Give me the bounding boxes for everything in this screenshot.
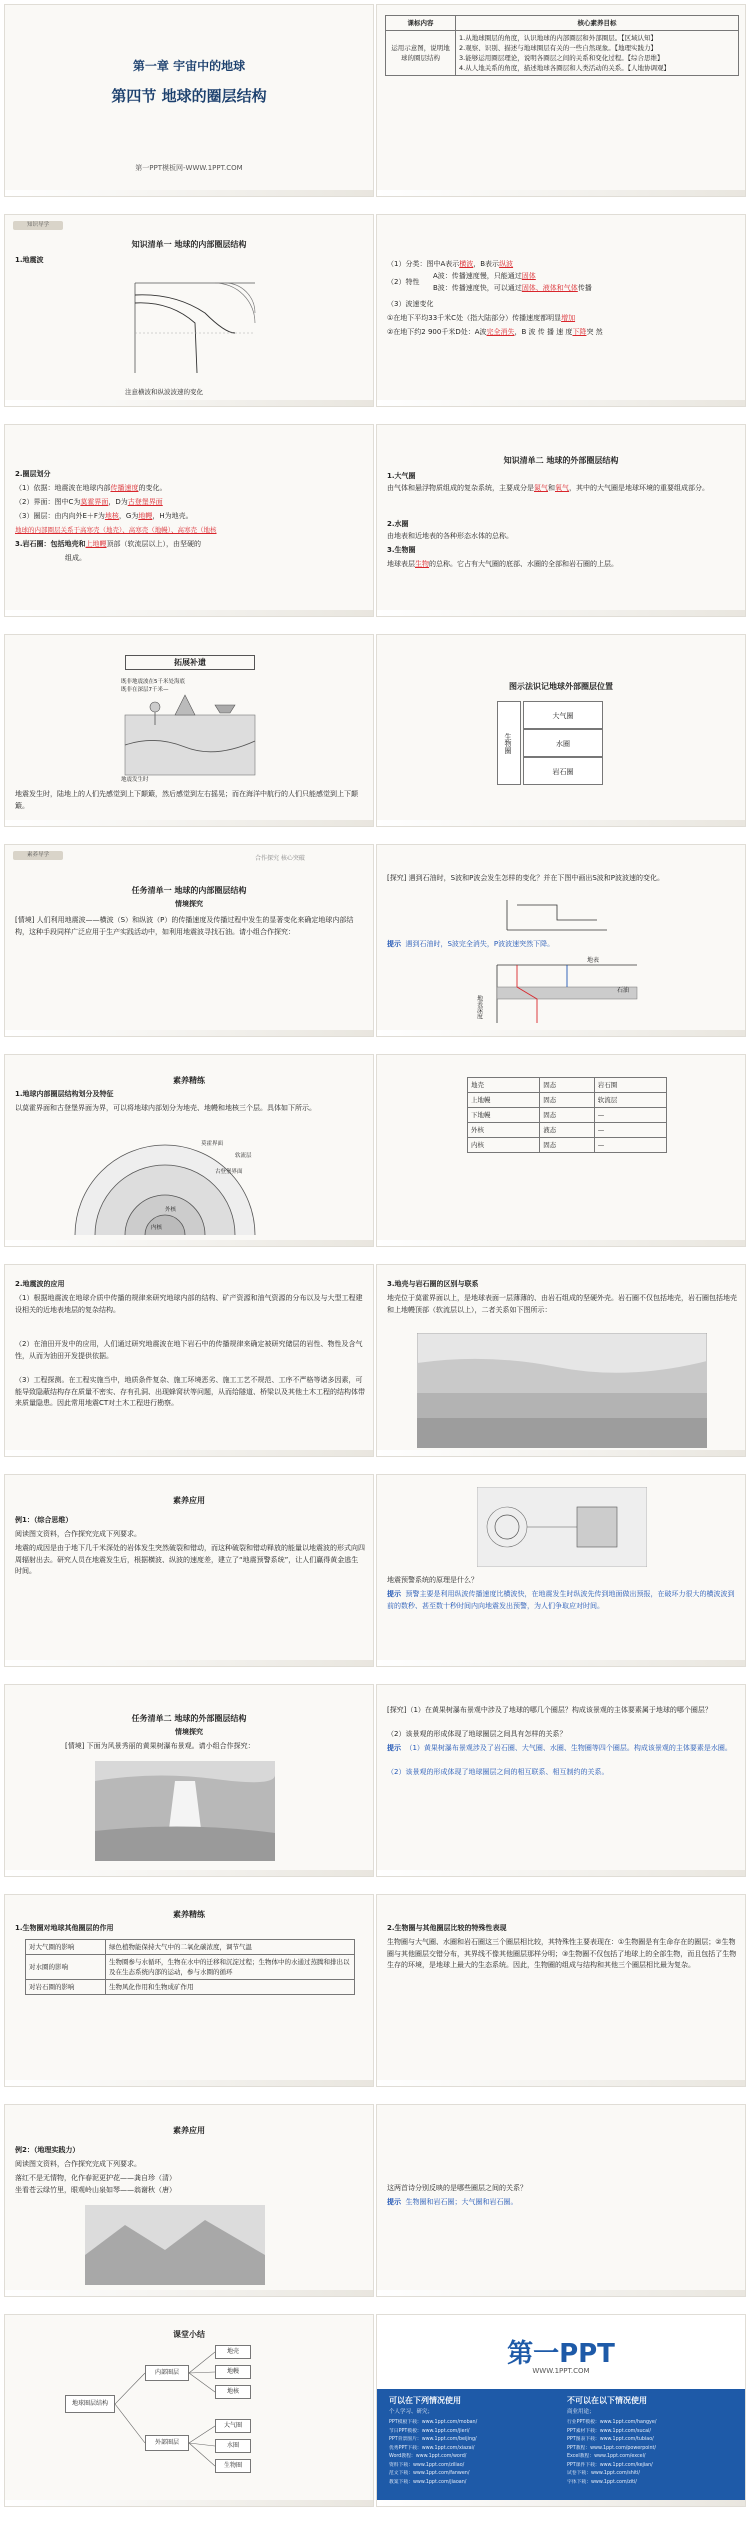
text: 坐看苍云绿竹里，眼观岭山泉如琴——翁谢秋（唐）	[15, 2186, 176, 2194]
goal-item: 1.从地球圈层的角度，认识地球的内部圈层和外部圈层。【区域认知】	[459, 34, 657, 42]
figure-label: 古登堡界面	[215, 1169, 243, 1175]
slide-answer2	[376, 2104, 746, 2297]
text: 由气体和悬浮物质组成的复杂系统，主要成分是	[387, 484, 534, 492]
heading: 1.生物圈对地球其他圈层的作用	[15, 1924, 114, 1932]
extension-title: 拓展补遗	[125, 655, 255, 670]
link[interactable]: PPT模板下载：www.1ppt.com/moban/	[389, 2420, 478, 2425]
text: 和	[548, 484, 555, 492]
text: 生物圈与大气圈、水圈和岩石圈这三个圈层相比较，其特殊性主要表现在：①生物圈是有生命存在的圈层；②生物圈与其他圈层交错分布，其界线不像其他圈层那样分明；③生物圈不仅包括了地球上的全部生物，而且包括了生物生存的环境，是地球上最大的生态系统。因此，生物圈的组成与结构和其他三个圈层相比最为复杂。	[387, 1938, 737, 1969]
question: （2）该景观的形成体现了地球圈层之间具有怎样的关系？	[387, 1730, 567, 1738]
slide-task1	[4, 844, 374, 1037]
heading: 2.圈层划分	[15, 470, 51, 478]
slide-structure-table	[376, 1054, 746, 1247]
summary-node: 地幔	[215, 2365, 251, 2379]
text: [情境] 下面为风景秀丽的黄果树瀑布景观。请小组合作探究：	[65, 1742, 255, 1750]
text: 以莫霍界面和古登堡界面为界，可以将地球内部划分为地壳、地幔和地核三个层。具体如下所示。	[15, 1104, 316, 1112]
answer: （1）黄果树瀑布景观涉及了岩石圈、大气圈、水圈、生物圈等四个圈层。构成该景观的主体要素是水圈。	[405, 1744, 732, 1752]
practice-title: 素养精练	[173, 1910, 205, 1919]
cell: 生物风化作用和生物成矿作用	[106, 1980, 355, 1995]
answer: 预警主要是利用纵波传播速度比横波快，在地震发生时纵波先传到地面做出预报，在破坏力很大的横波波到前的数秒、甚至数十秒时间内向地震发出预警，为人们争取应对时间。	[387, 1590, 735, 1610]
summary-node: 外部圈层	[145, 2435, 189, 2451]
link[interactable]: 字体下载：www.1ppt.com/ziti/	[567, 2479, 637, 2485]
sub-title: 情境探究	[175, 1728, 203, 1736]
chart-caption: 注意横波和纵波波速的变化	[125, 388, 203, 396]
label-oil: 石油	[617, 987, 630, 994]
lithosphere-box: 岩石圈	[523, 757, 603, 785]
cell: 固态	[540, 1093, 595, 1108]
text: A波：传播速度慢，只能通过	[433, 272, 522, 280]
text: 突 然	[586, 328, 603, 336]
caption: 既非在深层7千米—	[121, 687, 169, 693]
goals-head-content: 课标内容	[386, 16, 456, 31]
link[interactable]: PPT背景图片：www.1ppt.com/beijing/	[389, 2437, 477, 2442]
text: ，其中的大气圈是地球环境的重要组成部分。	[569, 484, 709, 492]
summary-node: 内部圈层	[145, 2365, 189, 2381]
slide-bio-effects	[4, 1894, 374, 2087]
summary-node: 生物圈	[215, 2459, 251, 2473]
link[interactable]: PPT课件下载：www.1ppt.com/kejian/	[567, 2462, 653, 2468]
answer: 固体、液体和气体	[521, 284, 578, 292]
site-label: 第一PPT模板网-WWW.1PPT.COM	[135, 164, 243, 172]
apply-title: 素养应用	[173, 2126, 205, 2135]
text: ，H为地壳。	[152, 512, 193, 520]
hydrosphere-box: 水圈	[523, 729, 603, 757]
slide-extension	[4, 634, 374, 827]
brand-logo: 第一PPT	[507, 2339, 615, 2369]
text: （3）工程探测。在工程实施当中，地质条件复杂、施工环境恶劣、施工工艺不规范、工序不严格等诸多因素，可能导致隐蔽结构存在质量不密实、存有孔洞、出现蜂窝状等问题，从而给隧道、桥梁以及其他土木工程的结构体带来质量隐患。因此常用地震CT对土木工程进行勘察。	[15, 1376, 365, 1407]
summary-connectors	[115, 2351, 215, 2471]
task-title: 任务清单二 地球的外部圈层结构	[131, 1714, 247, 1723]
answer: 莫霍界面	[80, 498, 109, 506]
chapter-title: 第一章 宇宙中的地球	[132, 59, 246, 73]
text: 阅读图文资料，合作探究完成下列要求。	[15, 2160, 141, 2168]
landscape-photo	[85, 2205, 265, 2285]
link[interactable]: 教案下载：www.1ppt.com/jiaoan/	[389, 2479, 467, 2485]
layer-table	[467, 1077, 667, 1153]
link[interactable]: Word教程：www.1ppt.com/word/	[389, 2454, 467, 2459]
heading: 3.生物圈	[387, 546, 416, 554]
slide-warning	[376, 1474, 746, 1667]
cell: 对大气圈的影响	[26, 1940, 106, 1955]
heading: 2.生物圈与其他圈层比较的特殊性表现	[387, 1924, 507, 1932]
text: 顶部（软流层以上），由坚硬的	[106, 540, 202, 548]
text: 的变化。	[138, 484, 167, 492]
summary-node: 大气圈	[215, 2419, 251, 2433]
summary-node: 地球圈层结构	[65, 2395, 115, 2413]
cell: 外核	[468, 1123, 540, 1138]
text: （1）依据：地震波在地球内部	[15, 484, 111, 492]
sub-heading: 1.地震波	[15, 256, 44, 264]
goal-item: 4.从人地关系的角度，描述地球各圈层和人类活动的关系。【人地协调观】	[459, 64, 670, 72]
cell: —	[594, 1138, 666, 1153]
answer: 纵波	[499, 260, 514, 268]
task-title: 任务清单一 地球的内部圈层结构	[131, 886, 247, 895]
text: 落红不是无情物，化作春泥更护花——龚自珍（清）	[15, 2174, 176, 2182]
caption: 地震发生时	[121, 777, 149, 783]
text: 由地表和近地表的各种形态水体的总称。	[387, 532, 513, 540]
question: [探究]（1）在黄果树瀑布景观中涉及了地球的哪几个圈层？构成该景观的主体要素属于地球的哪个圈层？	[387, 1706, 712, 1714]
sub-title: 情境探究	[175, 900, 203, 908]
answer: 增加	[561, 314, 576, 322]
summary-node: 地核	[215, 2385, 251, 2399]
heading: 1.地球内部圈层结构划分及特征	[15, 1090, 114, 1098]
right-heading: 不可以在以下情况使用	[567, 2396, 647, 2405]
cell: 软流层	[594, 1093, 666, 1108]
cell: —	[594, 1123, 666, 1138]
slide-example1	[4, 1474, 374, 1667]
answer: 地核	[104, 512, 119, 520]
slide-oil	[376, 844, 746, 1037]
left-heading: 可以在下列情况使用	[389, 2396, 461, 2405]
text: 地震的成因是由于地下几千米深处的岩体发生突然破裂和错动，而这种破裂和错动释放的能量以地震波的形式向四周辐射出去。研究人员在地震发生后，根据横波、纵波的速度差，建立了“地震预警系统”，让人们赢得黄金逃生时间。	[15, 1544, 365, 1575]
answer: 横波	[459, 260, 474, 268]
warning-system-figure	[477, 1487, 647, 1567]
figure-label: 莫霍界面	[201, 1141, 224, 1147]
link[interactable]: 试卷下载：www.1ppt.com/shiti/	[567, 2471, 640, 2476]
slide-crust-litho	[376, 1264, 746, 1457]
text: （3）圈层：由内向外E＋F为	[15, 512, 105, 520]
heading: 1.大气圈	[387, 472, 416, 480]
heading: 2.地震波的应用	[15, 1280, 65, 1288]
label-depth: 地表深度	[475, 995, 483, 1019]
slide-explore2	[376, 1684, 746, 1877]
cell: 内核	[468, 1138, 540, 1153]
wave-sketch-1	[497, 895, 617, 935]
text: ②在地下约2 900千米D处：A波	[387, 328, 487, 336]
answer: 生物圈和岩石圈；大气圈和岩石圈。	[405, 2198, 518, 2206]
summary-node: 水圈	[215, 2439, 251, 2453]
heading: 2.水圈	[387, 520, 409, 528]
question: 地震预警系统的原理是什么？	[387, 1576, 478, 1584]
goal-item: 3.能够运用圈层理论，说明各圈层之间的关系和变化过程。【综合思维】	[459, 54, 664, 62]
goals-left: 运用示意图，说明地球的圈层结构	[386, 31, 456, 76]
slide-layers	[4, 424, 374, 617]
text: （1）分类：图中A表示	[387, 260, 460, 268]
cell: —	[594, 1108, 666, 1123]
question: [探究] 遇到石油时，S波和P波会发生怎样的变化？并在下图中画出S波和P波波速的变化。	[387, 874, 665, 882]
text: ①在地下平均33千米C处（指大陆部分）传播速度都明显	[387, 314, 562, 322]
cell: 液态	[540, 1123, 595, 1138]
answer: （2）该景观的形成体现了地球圈层之间的相互联系、相互制约的关系。	[387, 1768, 609, 1776]
slide-summary	[4, 2314, 374, 2507]
question: 这两首诗分别反映的是哪些圈层之间的关系？	[387, 2184, 527, 2192]
figure-label: 内核	[151, 1225, 163, 1231]
left-sub: 个人学习、研究；	[389, 2409, 434, 2415]
slide-example2	[4, 2104, 374, 2297]
text: 地震发生时，陆地上的人们先感觉到上下颠簸，然后感觉到左右摇晃；而在海洋中航行的人们只能感觉到上下颠簸。	[15, 790, 358, 810]
text: ，B表示	[473, 260, 500, 268]
cell: 岩石圈	[594, 1078, 666, 1093]
prop-label: （2）特性	[387, 278, 420, 286]
section-tag: 知识导学	[13, 221, 63, 230]
text: 阅读图文资料，合作探究完成下列要求。	[15, 1530, 141, 1538]
caption: 既非地震波在5千米处海底	[121, 679, 186, 685]
right-sub: 商业用途；	[567, 2409, 595, 2415]
figure-label: 外核	[165, 1207, 177, 1213]
text: 地壳位于莫霍界面以上，是地球表面一层薄薄的、由岩石组成的坚硬外壳。岩石圈不仅包括地壳，岩石圈包括地壳和上地幔顶部（软流层以上），二者关系如下图所示：	[387, 1294, 737, 1314]
heading: 3.地壳与岩石圈的区别与联系	[387, 1280, 479, 1288]
link[interactable]: PPT图表下载：www.1ppt.com/tubiao/	[567, 2437, 654, 2442]
slide-goals	[376, 4, 746, 197]
section-tag: 素养导学	[13, 851, 63, 860]
list-title: 知识清单二 地球的外部圈层结构	[503, 456, 619, 465]
cell: 对岩石圈的影响	[26, 1980, 106, 1995]
cell: 上地幔	[468, 1093, 540, 1108]
text: 传播	[577, 284, 592, 292]
summary-title: 课堂小结	[173, 2330, 205, 2339]
slide-wave-props	[376, 214, 746, 407]
text: B波：传播速度快，可以通过	[433, 284, 522, 292]
answer: 生物	[415, 560, 429, 568]
answer: 遇到石油时，S波完全消失，P波波速突然下降。	[405, 940, 555, 948]
slide-seismic	[4, 214, 374, 407]
slide-ad	[376, 2314, 746, 2507]
text: 组成。	[65, 554, 86, 562]
biosphere-box: 生物圈	[497, 701, 521, 785]
text: ，G为	[118, 512, 139, 520]
link[interactable]: Excel教程：www.1ppt.com/excel/	[567, 2454, 646, 2459]
goals-head-goal: 核心素养目标	[456, 16, 739, 31]
cell: 固态	[540, 1138, 595, 1153]
text: （1）根据地震波在地球介质中传播的规律来研究地球内部的结构、矿产资源和油气资源的分布以及与大型工程建设相关的近地表地层的复杂结构。	[15, 1294, 363, 1314]
text: （2）界面：图中C为	[15, 498, 81, 506]
link[interactable]: 行业PPT模板：www.1ppt.com/hangye/	[567, 2420, 657, 2425]
change-heading: （3）波速变化	[387, 300, 434, 308]
link[interactable]: 优秀PPT下载：www.1ppt.com/xiazai/	[389, 2445, 475, 2451]
section-title: 第四节 地球的圈层结构	[111, 87, 267, 105]
example-label: 例1：（综合思维）	[15, 1516, 73, 1524]
link[interactable]: PPT素材下载：www.1ppt.com/sucai/	[567, 2428, 652, 2434]
label-surface: 地表	[587, 957, 600, 964]
text: [情境] 人们利用地震波——横波（S）和纵波（P）的传播速度及传播过程中发生的显著变化来确定地球内部结构，这种手段同样广泛应用于生产实践活动中，如利用地震波寻找石油。请小组合作探究：	[15, 916, 354, 936]
cell: 对水圈的影响	[26, 1955, 106, 1980]
slide-diagram	[376, 634, 746, 827]
answer: 完全消失	[486, 328, 515, 336]
waterfall-photo	[95, 1761, 275, 1861]
answer: 氮气	[534, 484, 548, 492]
example-label: 例2：（地理实践力）	[15, 2146, 80, 2154]
goal-item: 2.观察、识别、描述与地球圈层有关的一些自然现象。【地理实践力】	[459, 44, 657, 52]
slide-outer-spheres	[376, 424, 746, 617]
cell: 固态	[540, 1078, 595, 1093]
brand-url: WWW.1PPT.COM	[532, 2367, 590, 2375]
hint-label: 提示	[387, 1590, 401, 1598]
answer: 古登堡界面	[127, 498, 163, 506]
cell: 绿色植物能保持大气中的二氧化碳浓度，调节气温	[106, 1940, 355, 1955]
breadcrumb: 合作探究 核心突破	[255, 855, 305, 862]
link-list-left	[389, 2419, 559, 2487]
apply-title: 素养应用	[173, 1496, 205, 1505]
seismic-chart-figure	[115, 273, 265, 383]
cell: 固态	[540, 1108, 595, 1123]
summary-node: 地壳	[215, 2345, 251, 2359]
text: 地球表层	[387, 560, 415, 568]
atmosphere-box: 大气圈	[523, 701, 603, 729]
cell: 生物圈参与水循环，生物在水中的迁移和沉淀过程；生物体中的水通过蒸腾和排出以及在生态系统内部的运动，参与水圈的循环	[106, 1955, 355, 1980]
diagram-title: 图示法识记地球外部圈层位置	[509, 682, 613, 691]
goals-table	[385, 15, 739, 76]
practice-title: 素养精练	[173, 1076, 205, 1085]
text: （2）在油田开发中的应用，人们通过研究地震波在地下岩石中的传播规律来确定被研究储层的岩性、物性及含气性，从而为油田开发提供依据。	[15, 1340, 363, 1360]
link[interactable]: PPT教程：www.1ppt.com/powerpoint/	[567, 2445, 657, 2451]
text: ，D为	[108, 498, 128, 506]
text: 3.岩石圈：包括地壳和	[15, 540, 86, 548]
text: ，B 波 传 播 速 度	[514, 328, 573, 336]
hint-label: 提示	[387, 940, 401, 948]
answer: 地幔	[138, 512, 153, 520]
crust-figure	[417, 1333, 707, 1448]
slide-practice1	[4, 1054, 374, 1247]
text: 的总称。它占有大气圈的底部、水圈的全部和岩石圈的上层。	[429, 560, 618, 568]
answer-line: 地球的内部圈层关系于高寒壳（地壳）、高寒壳（地幔）、高寒壳（地核	[15, 526, 217, 534]
answer: 氧气	[555, 484, 569, 492]
answer: 下降	[572, 328, 587, 336]
cell: 下地幔	[468, 1108, 540, 1123]
link-list-right	[567, 2419, 737, 2487]
answer: 传播速度	[110, 484, 139, 492]
answer: 上地幔	[85, 540, 107, 548]
slide-task2	[4, 1684, 374, 1877]
answer: 固体	[521, 272, 536, 280]
link[interactable]: 节日PPT模板：www.1ppt.com/jieri/	[389, 2428, 470, 2434]
bio-table	[25, 1939, 355, 1995]
cell: 地壳	[468, 1078, 540, 1093]
slide-applications	[4, 1264, 374, 1457]
hint-label: 提示	[387, 2198, 401, 2206]
slide-cover	[4, 4, 374, 197]
link[interactable]: 范文下载：www.1ppt.com/fanwen/	[389, 2471, 470, 2476]
figure-label: 软流层	[235, 1153, 252, 1159]
list-title: 知识清单一 地球的内部圈层结构	[131, 240, 247, 249]
slide-bio-special	[376, 1894, 746, 2087]
link[interactable]: 资料下载：www.1ppt.com/ziliao/	[389, 2462, 465, 2468]
hint-label: 提示	[387, 1744, 401, 1752]
